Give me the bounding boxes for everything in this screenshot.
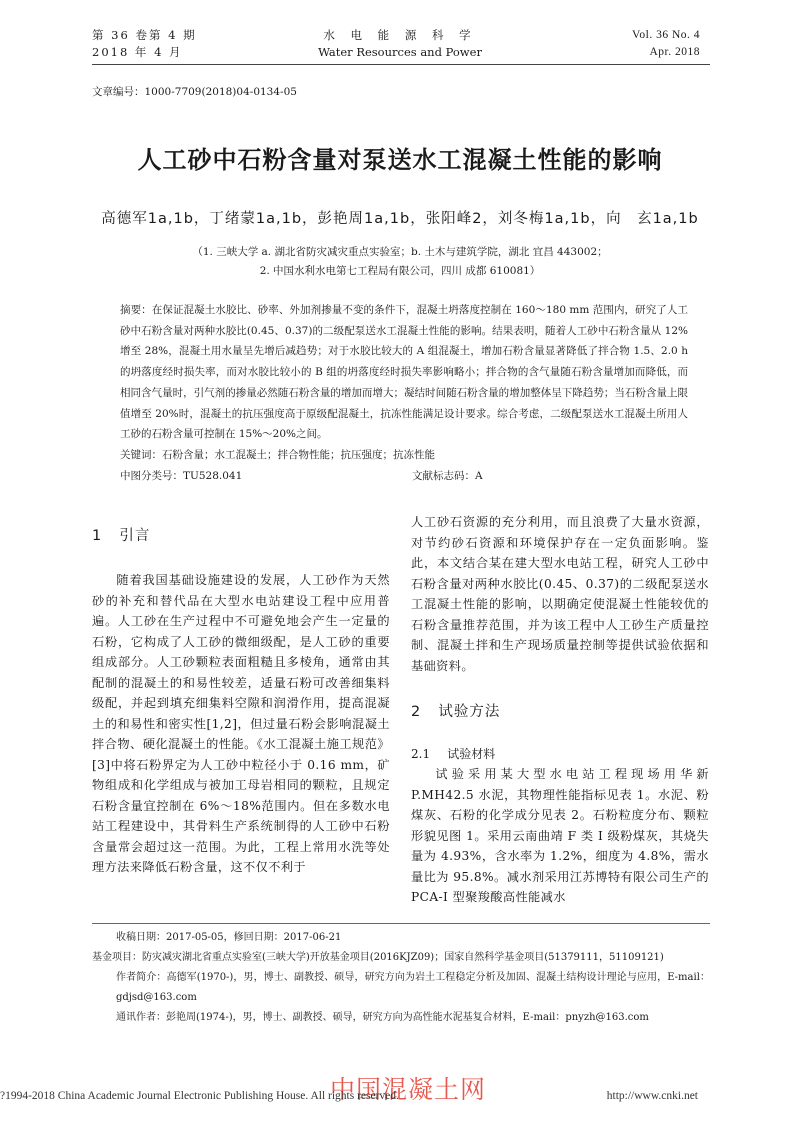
issue-date: 2018 年 4 月 xyxy=(92,45,183,59)
clc-number: 中图分类号：TU528.041 xyxy=(120,469,243,482)
received-date: 收稿日期：2017-05-05，修回日期：2017-06-21 xyxy=(116,932,342,943)
fund-info: 基金项目：防灾减灾湖北省重点实验室(三峡大学)开放基金项目(2016KJZ09)；国家自然科学基金项目(51379111，51109121) xyxy=(92,952,664,963)
abstract-text: 摘要：在保证混凝土水胶比、砂率、外加剂掺量不变的条件下，混凝土坍落度控制在 160～180 mm 范围内，研究了人工砂中石粉含量对两种水胶比(0.45、0.37)的二级配泵送水工混凝土性能的影响。结果表明，随着人工砂中石粉含量从 12%增至 28%，混凝土用水量呈先增后减趋势；对于水胶比较大的 A 组混凝土，增加石粉含量显著降低了拌合物 1.5、2.0 h 的坍落度经时损失率，而对水胶比较小的 B 组的坍落度经时损失率影响略小；拌合物的含气量随石粉含量增加而降低，而相同含气量时，引气剂的掺量必然随石粉含量的增加而增大；凝结时间随石粉含量的增加整体呈下降趋势；当石粉含量上限值增至 20%时，混凝土的抗压强度高于原级配混凝土，抗冻性能满足设计要求。综合考虑，二级配泵送水工混凝土所用人工砂的石粉含量可控制在 15%～20%之间。 xyxy=(120,304,688,441)
section-number: 1 xyxy=(92,528,103,544)
section-title: 试验方法 xyxy=(438,704,501,720)
right-column xyxy=(411,512,709,676)
section-title: 引言 xyxy=(119,528,151,544)
issue-info xyxy=(92,27,197,61)
copyright-notice: ?1994-2018 China Academic Journal Electronic Publishing House. All rights reserved. xyxy=(0,1090,399,1102)
materials-text xyxy=(411,764,709,908)
journal-name-cn: 水 电 能 源 科 学 xyxy=(323,28,477,42)
subsection-number: 2.1 xyxy=(411,747,431,761)
header-rule xyxy=(92,64,710,65)
cnki-link[interactable]: http://www.cnki.net xyxy=(606,1090,698,1102)
keywords: 关键词：石粉含量；水工混凝土；拌合物性能；抗压强度；抗冻性能 xyxy=(120,448,435,461)
footnotes xyxy=(92,928,710,1028)
date-en: Apr. 2018 xyxy=(649,46,700,58)
left-column xyxy=(92,570,390,878)
section-1-heading xyxy=(92,524,392,545)
issue-volume: 第 36 卷第 4 期 xyxy=(92,28,197,42)
issue-info-en xyxy=(632,27,700,61)
corresponding-author: 通讯作者：彭艳周(1974-)，男，博士、副教授、硕导，研究方向为高性能水泥基复合材料，E-mail：pnyzh@163.com xyxy=(116,1012,649,1023)
footnote-rule xyxy=(92,923,710,924)
volume-en: Vol. 36 No. 4 xyxy=(632,29,700,41)
affiliation-line-2: 2. 中国水利水电第七工程局有限公司，四川 成都 610081） xyxy=(259,265,541,277)
watermark-logo: 中国混凝土网 xyxy=(330,1075,487,1104)
document-code: 文献标志码：A xyxy=(412,469,483,482)
section-2-heading xyxy=(411,700,711,721)
journal-name xyxy=(250,27,550,61)
materials-paragraph: 试验采用某大型水电站工程现场用华新 P.MH42.5 水泥，其物理性能指标见表 1。水泥、粉煤灰、石粉的化学成分见表 2。石粉粒度分布、颗粒形貌见图 1。采用云南曲靖 F 类 I 级粉煤灰，其烧失量为 4.93%，含水率为 1.2%，细度为 4.8%，需水量比为 95.8%。减水剂采用江苏博特有限公司生产的 PCA-I 型聚羧酸高性能减水 xyxy=(411,767,709,904)
article-number: 文章编号：1000-7709(2018)04-0134-05 xyxy=(92,86,297,98)
abstract xyxy=(120,300,688,487)
classification-row xyxy=(120,466,688,487)
subsection-title: 试验材料 xyxy=(447,747,496,761)
journal-name-en: Water Resources and Power xyxy=(318,45,482,59)
subsection-2-1-heading xyxy=(411,743,711,762)
author-list: 高德军1a,1b，丁绪蒙1a,1b，彭艳周1a,1b，张阳峰2，刘冬梅1a,1b，向 玄1a,1b xyxy=(101,211,699,227)
affiliation-line-1: （1. 三峡大学 a. 湖北省防灾减灾重点实验室；b. 土木与建筑学院，湖北 宜昌 443002； xyxy=(192,246,608,258)
author-bio: 作者简介：高德军(1970-)，男，博士、副教授、硕导，研究方向为岩土工程稳定分析及加固、混凝土结构设计理论与应用，E-mail：gdjsd@163.com xyxy=(116,972,710,1003)
intro-paragraph: 随着我国基础设施建设的发展，人工砂作为天然砂的补充和替代品在大型水电站建设工程中应用普遍。人工砂在生产过程中不可避免地会产生一定量的石粉，它构成了人工砂的微细级配，是人工砂的重要组成部分。人工砂颗粒表面粗糙且多棱角，通常由其配制的混凝土的和易性较差，适量石粉可改善细集料级配，并起到填充细集料空隙和润滑作用，提高混凝土的和易性和密实性[1,2]，但过量石粉会影响混凝土拌合物、硬化混凝土的性能。《水工混凝土施工规范》[3]中将石粉界定为人工砂中粒径小于 0.16 mm，矿物组成和化学组成与被加工母岩相同的颗粒，且规定石粉含量宜控制在 6%～18%范围内。但在多数水电站工程建设中，其骨料生产系统制得的人工砂中石粉含量常会超过这一范围。为此，工程上常用水洗等处理方法来降低石粉含量，这不仅不利于 xyxy=(92,573,390,874)
intro-paragraph-continued: 人工砂石资源的充分利用，而且浪费了大量水资源，对节约砂石资源和环境保护存在一定负面影响。鉴此，本文结合某在建大型水电站工程，研究人工砂中石粉含量对两种水胶比(0.45、0.37)的二级配泵送水工混凝土性能的影响，以期确定使混凝土性能较优的石粉含量推荐范围，并为该工程中人工砂生产质量控制、混凝土拌和生产现场质量控制等提供试验依据和基础资料。 xyxy=(411,515,709,673)
section-number: 2 xyxy=(411,704,422,720)
paper-title: 人工砂中石粉含量对泵送水工混凝土性能的影响 xyxy=(137,146,663,174)
